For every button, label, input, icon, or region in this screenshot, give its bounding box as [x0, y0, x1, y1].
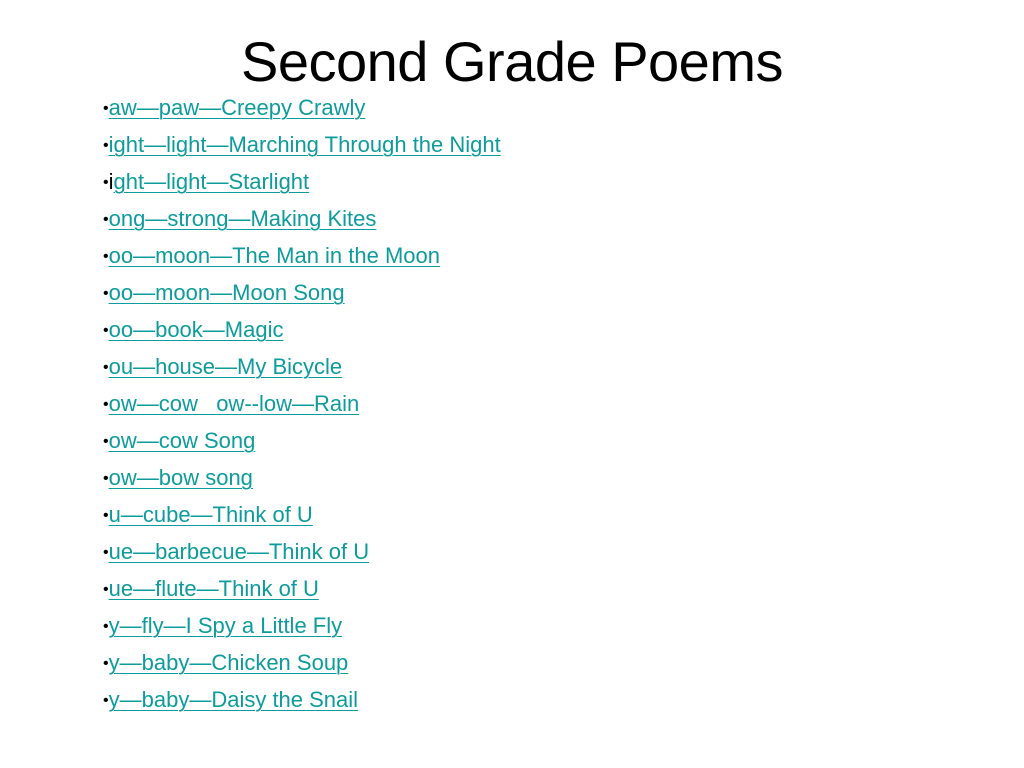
list-item: [103, 237, 501, 274]
poem-link[interactable]: ue—flute—Think of U: [108, 576, 319, 601]
poem-link[interactable]: ong—strong—Making Kites: [108, 206, 377, 231]
list-item: [103, 459, 501, 496]
bullet: •: [103, 581, 109, 598]
list-item: [103, 607, 501, 644]
bullet: •: [103, 359, 109, 376]
list-item: [103, 163, 501, 200]
list-item: [103, 533, 501, 570]
poem-link[interactable]: oo—moon—The Man in the Moon: [108, 243, 441, 268]
bullet: •: [103, 507, 109, 524]
poem-link[interactable]: ow—cow Song: [108, 428, 256, 453]
slide-title: Second Grade Poems: [241, 30, 783, 93]
list-item: [103, 200, 501, 237]
poem-link[interactable]: oo—book—Magic: [108, 317, 284, 342]
poem-link[interactable]: ght—light—Starlight: [113, 169, 310, 194]
poem-list: [103, 89, 501, 718]
bullet: •: [103, 544, 109, 561]
bullet: •: [103, 433, 109, 450]
list-item: [103, 311, 501, 348]
poem-link[interactable]: y—baby—Daisy the Snail: [108, 687, 359, 712]
poem-link[interactable]: ow—bow song: [108, 465, 253, 490]
list-item: [103, 681, 501, 718]
poem-link[interactable]: oo—moon—Moon Song: [108, 280, 345, 305]
poem-link[interactable]: ou—house—My Bicycle: [108, 354, 343, 379]
poem-link[interactable]: ight—light—Marching Through the Night: [108, 132, 501, 157]
list-item: [103, 126, 501, 163]
bullet: •: [103, 655, 109, 672]
bullet: •: [103, 137, 109, 154]
bullet: •: [103, 285, 109, 302]
poem-link[interactable]: ue—barbecue—Think of U: [108, 539, 370, 564]
item-prefix: i: [108, 169, 114, 194]
poem-link[interactable]: aw—paw—Creepy Crawly: [108, 95, 366, 120]
list-item: [103, 274, 501, 311]
poem-link[interactable]: ow—cow ow--low—Rain: [108, 391, 360, 416]
poem-link[interactable]: u—cube—Think of U: [108, 502, 313, 527]
bullet: •: [103, 618, 109, 635]
bullet: •: [103, 174, 109, 191]
bullet: •: [103, 470, 109, 487]
list-item: [103, 348, 501, 385]
bullet: •: [103, 396, 109, 413]
poem-link[interactable]: y—fly—I Spy a Little Fly: [108, 613, 343, 638]
bullet: •: [103, 322, 109, 339]
bullet: •: [103, 100, 109, 117]
list-item: [103, 89, 501, 126]
list-item: [103, 644, 501, 681]
list-item: [103, 385, 501, 422]
bullet: •: [103, 692, 109, 709]
poem-link[interactable]: y—baby—Chicken Soup: [108, 650, 349, 675]
list-item: [103, 496, 501, 533]
list-item: [103, 570, 501, 607]
bullet: •: [103, 211, 109, 228]
list-item: [103, 422, 501, 459]
bullet: •: [103, 248, 109, 265]
